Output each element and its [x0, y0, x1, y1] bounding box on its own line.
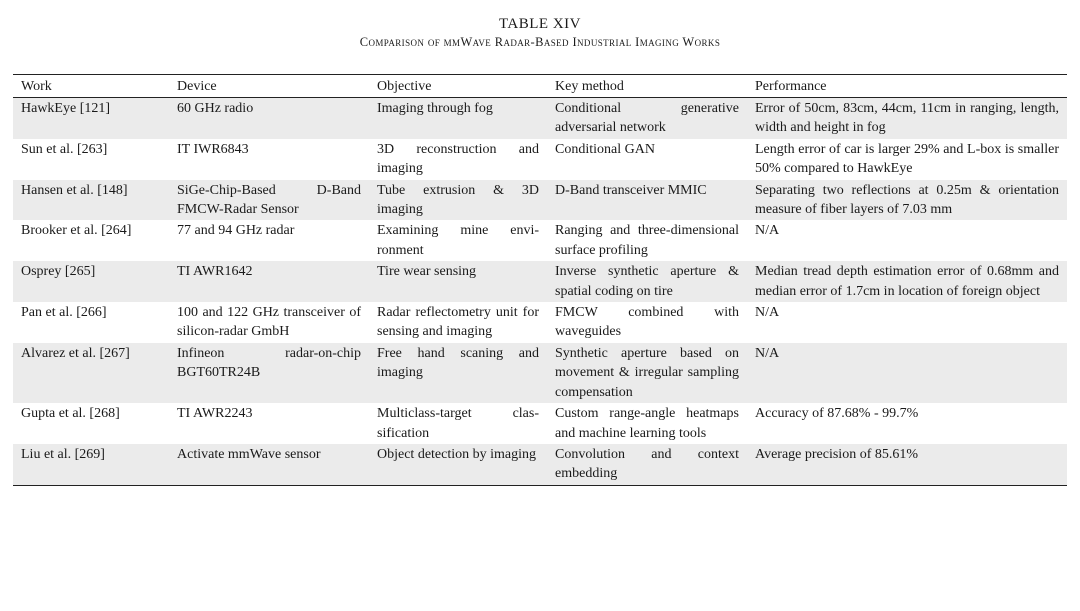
cell-objective: Radar reflectometry unit for sensing and imaging [377, 305, 539, 340]
cell-key-method: Conditional GAN [555, 141, 655, 157]
cell-objective: Examining mine environment [377, 223, 539, 258]
table-row [13, 220, 1067, 261]
table-title: Comparison of mmWave Radar-Based Industrial Imaging Works [359, 35, 721, 49]
cell-performance: Average precision of 85.61% [755, 446, 919, 462]
table-row [13, 302, 1067, 343]
table-caption [0, 15, 1080, 50]
cell-performance: Separating two reflections at 0.25m & orientation measure of fiber layers of 7.03 mm [755, 182, 1059, 218]
cell-device: TI AWR1642 [177, 264, 253, 280]
header-row [13, 75, 1067, 98]
table-row [13, 139, 1067, 180]
cell-objective: Tire wear sensing [377, 264, 477, 280]
cell-work: Gupta et al. [268] [21, 406, 120, 422]
table-row [13, 180, 1067, 221]
header-performance: Performance [755, 79, 827, 94]
cell-work: Osprey [265] [21, 264, 96, 280]
cell-performance: Length error of car is larger 29% and L-box is smaller 50% compared to HawkEye [755, 141, 1059, 177]
cell-performance: N/A [755, 305, 780, 321]
cell-key-method: FMCW combined with waveguides [555, 305, 739, 340]
table-row [13, 343, 1067, 403]
cell-device: Infineon radar-on-chip BGT60TR24B [177, 345, 361, 381]
cell-device: Activate mmWave sensor [177, 446, 321, 462]
cell-device: 77 and 94 GHz radar [177, 223, 295, 239]
cell-device: SiGe-Chip-Based D-Band FMCW-Radar Sensor [177, 182, 361, 218]
header-device: Device [177, 79, 217, 94]
cell-key-method: Inverse synthetic aperture & spatial coding on tire [555, 264, 739, 299]
cell-performance: Accuracy of 87.68% - 99.7% [755, 406, 919, 422]
cell-key-method: Conditional generative adversarial network [555, 101, 739, 136]
header-key-method: Key method [555, 79, 624, 94]
cell-performance: Error of 50cm, 83cm, 44cm, 11cm in ranging, length, width and height in fog [755, 101, 1059, 136]
cell-key-method: Synthetic aperture based on movement & irregular sampling compensation [555, 345, 739, 400]
cell-work: Liu et al. [269] [21, 446, 105, 462]
cell-objective: 3D reconstruction and imaging [377, 141, 539, 177]
cell-objective: Multiclass-target classification [377, 406, 539, 441]
cell-objective: Free hand scaning and imaging [377, 345, 539, 381]
cell-work: Brooker et al. [264] [21, 223, 132, 239]
cell-key-method: Custom range-angle heatmaps and machine learning tools [555, 406, 739, 441]
cell-device: 60 GHz radio [177, 101, 254, 116]
cell-objective: Tube extrusion & 3D imaging [377, 182, 539, 218]
table-row [13, 403, 1067, 444]
cell-device: IT IWR6843 [177, 141, 249, 157]
cell-performance: N/A [755, 223, 780, 239]
cell-key-method: Convolution and context embedding [555, 446, 739, 482]
table-row [13, 98, 1067, 139]
header-work: Work [21, 79, 52, 94]
cell-work: Pan et al. [266] [21, 305, 107, 321]
cell-objective: Imaging through fog [377, 101, 493, 116]
cell-key-method: D-Band transceiver MMIC [555, 182, 707, 198]
cell-performance: N/A [755, 345, 780, 361]
cell-work: Sun et al. [263] [21, 141, 108, 157]
header-objective: Objective [377, 79, 432, 94]
table-row [13, 444, 1067, 485]
cell-key-method: Ranging and three-dimensional surface profiling [555, 223, 739, 258]
table-number: TABLE XIV [498, 16, 582, 32]
cell-device: TI AWR2243 [177, 406, 253, 422]
cell-device: 100 and 122 GHz transceiver of silicon-radar GmbH [177, 305, 361, 340]
cell-work: HawkEye [121] [21, 101, 111, 116]
table-row [13, 261, 1067, 302]
cell-work: Alvarez et al. [267] [21, 345, 130, 361]
cell-objective: Object detection by imaging [377, 446, 537, 462]
cell-performance: Median tread depth estimation error of 0.68mm and median error of 1.7cm in location of foreign object [755, 264, 1059, 299]
comparison-table [13, 74, 1067, 486]
cell-work: Hansen et al. [148] [21, 182, 128, 198]
